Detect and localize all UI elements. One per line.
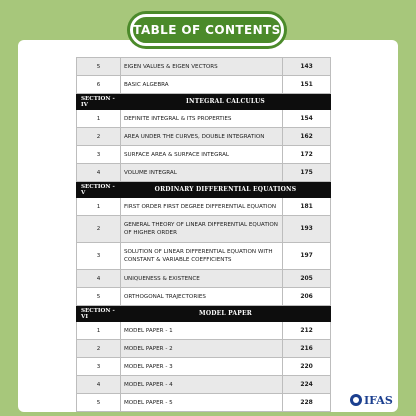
chapter-title: UNIQUENESS & EXISTENCE: [120, 270, 282, 288]
page-number: 224: [283, 376, 331, 394]
chapter-title: GENERAL THEORY OF LINEAR DIFFERENTIAL EQUATION OF HIGHER ORDER: [120, 216, 282, 243]
chapter-number: 1: [77, 110, 121, 128]
chapter-title: EIGEN VALUES & EIGEN VECTORS: [120, 58, 282, 76]
logo-text: IFAS: [364, 393, 393, 407]
section-label: SECTION - VI: [77, 306, 121, 322]
toc-title: TABLE OF CONTENTS: [133, 23, 281, 37]
page-number: 228: [283, 394, 331, 412]
chapter-number: 2: [77, 216, 121, 243]
toc-row: [77, 340, 331, 358]
chapter-number: 5: [77, 394, 121, 412]
chapter-title: MODEL PAPER - 4: [120, 376, 282, 394]
toc-body: [77, 58, 331, 412]
page-number: 212: [283, 322, 331, 340]
toc-row: [77, 243, 331, 270]
toc-row: [77, 146, 331, 164]
chapter-number: 5: [77, 58, 121, 76]
toc-row: [77, 216, 331, 243]
chapter-title: AREA UNDER THE CURVES, DOUBLE INTEGRATION: [120, 128, 282, 146]
section-header-row: [77, 182, 331, 198]
ifas-logo: [350, 392, 393, 408]
chapter-title: ORTHOGONAL TRAJECTORIES: [120, 288, 282, 306]
chapter-title: MODEL PAPER - 3: [120, 358, 282, 376]
page-number: 206: [283, 288, 331, 306]
toc-banner: [130, 14, 284, 46]
chapter-title: SURFACE AREA & SURFACE INTEGRAL: [120, 146, 282, 164]
page-number: 162: [283, 128, 331, 146]
toc-row: [77, 358, 331, 376]
section-label: SECTION - IV: [77, 94, 121, 110]
page-number: 151: [283, 76, 331, 94]
toc-row: [77, 164, 331, 182]
page-number: 154: [283, 110, 331, 128]
chapter-number: 3: [77, 243, 121, 270]
toc-row: [77, 76, 331, 94]
toc-table: [76, 57, 331, 412]
chapter-title: MODEL PAPER - 2: [120, 340, 282, 358]
chapter-number: 3: [77, 358, 121, 376]
page-number: 193: [283, 216, 331, 243]
chapter-number: 6: [77, 76, 121, 94]
chapter-number: 2: [77, 340, 121, 358]
toc-row: [77, 58, 331, 76]
chapter-title: SOLUTION OF LINEAR DIFFERENTIAL EQUATION WITH CONSTANT & VARIABLE COEFFICIENTS: [120, 243, 282, 270]
logo-mark-icon: [350, 394, 362, 406]
toc-row: [77, 128, 331, 146]
toc-row: [77, 322, 331, 340]
section-title: INTEGRAL CALCULUS: [120, 94, 330, 110]
toc-row: [77, 110, 331, 128]
chapter-title: VOLUME INTEGRAL: [120, 164, 282, 182]
section-title: MODEL PAPER: [120, 306, 330, 322]
chapter-title: BASIC ALGEBRA: [120, 76, 282, 94]
page-number: 175: [283, 164, 331, 182]
toc-row: [77, 394, 331, 412]
chapter-title: DEFINITE INTEGRAL & ITS PROPERTIES: [120, 110, 282, 128]
toc-row: [77, 288, 331, 306]
chapter-number: 3: [77, 146, 121, 164]
section-title: ORDINARY DIFFERENTIAL EQUATIONS: [120, 182, 330, 198]
chapter-number: 5: [77, 288, 121, 306]
chapter-number: 4: [77, 376, 121, 394]
page-number: 172: [283, 146, 331, 164]
chapter-number: 4: [77, 164, 121, 182]
chapter-title: MODEL PAPER - 5: [120, 394, 282, 412]
chapter-title: MODEL PAPER - 1: [120, 322, 282, 340]
chapter-number: 1: [77, 322, 121, 340]
chapter-number: 2: [77, 128, 121, 146]
section-header-row: [77, 94, 331, 110]
page-number: 205: [283, 270, 331, 288]
page-number: 143: [283, 58, 331, 76]
chapter-number: 1: [77, 198, 121, 216]
section-header-row: [77, 306, 331, 322]
chapter-number: 4: [77, 270, 121, 288]
page-number: 181: [283, 198, 331, 216]
page-number: 216: [283, 340, 331, 358]
section-label: SECTION - V: [77, 182, 121, 198]
page-number: 220: [283, 358, 331, 376]
toc-row: [77, 270, 331, 288]
chapter-title: FIRST ORDER FIRST DEGREE DIFFERENTIAL EQUATION: [120, 198, 282, 216]
page-number: 197: [283, 243, 331, 270]
toc-row: [77, 376, 331, 394]
toc-row: [77, 198, 331, 216]
